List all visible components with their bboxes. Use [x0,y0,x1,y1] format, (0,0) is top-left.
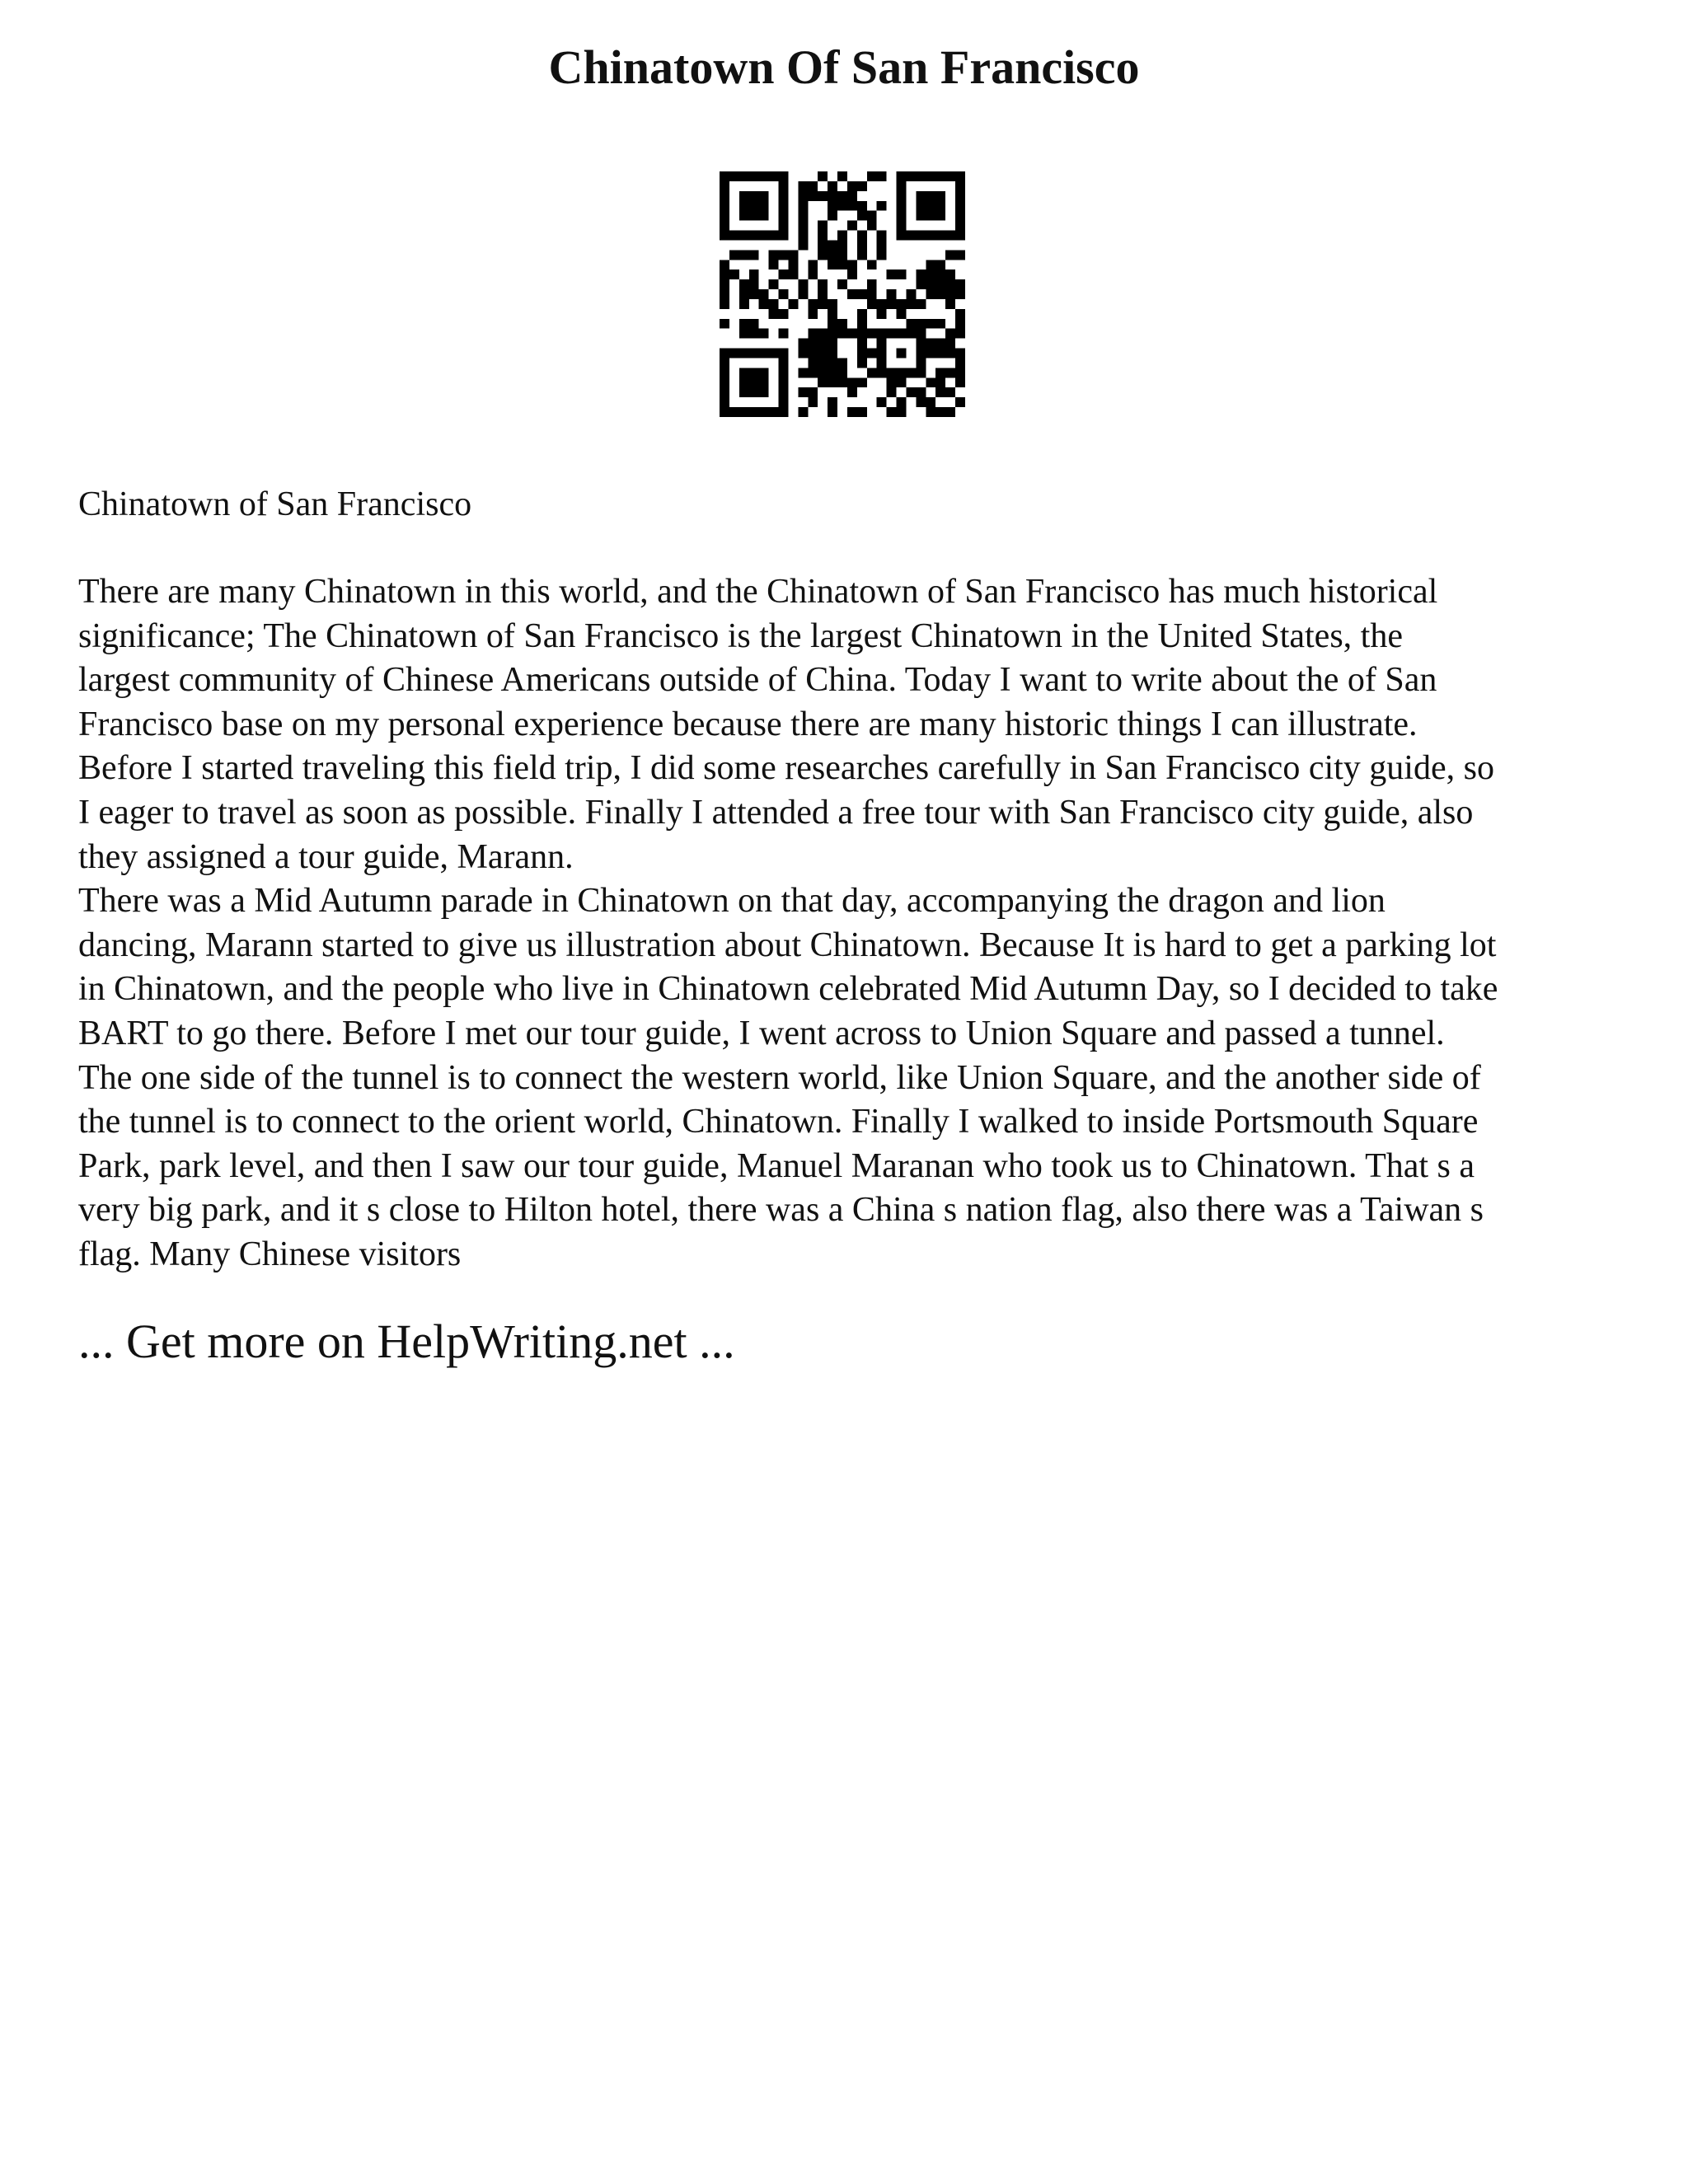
body-line: dancing, Marann started to give us illustration about Chinatown. Because It is hard to get a parking lot [78,926,1497,964]
body-line: in Chinatown, and the people who live in Chinatown celebrated Mid Autumn Day, so I decided to take [78,970,1498,1009]
body-line: very big park, and it s close to Hilton hotel, there was a China s nation flag, also there was a Taiwan s [78,1191,1484,1230]
qr-code-icon [720,171,965,417]
body-line: Francisco base on my personal experience because there are many historic things I can illustrate. [78,705,1418,743]
body-line: Before I started traveling this field trip, I did some researches carefully in San Francisco city guide, so [78,749,1494,788]
body-line: they assigned a tour guide, Marann. [78,837,574,876]
document-title: Chinatown Of San Francisco [548,40,1140,94]
body-line: There are many Chinatown in this world, and the Chinatown of San Francisco has much historical [78,573,1438,611]
get-more-link[interactable]: ... Get more on HelpWriting.net ... [78,1315,735,1368]
body-line: The one side of the tunnel is to connect the western world, like Union Square, and the another side of [78,1058,1481,1097]
body-line: I eager to travel as soon as possible. Finally I attended a free tour with San Francisco city guide, also [78,793,1474,832]
section-heading: Chinatown of San Francisco [78,485,472,523]
body-line: the tunnel is to connect to the orient world, Chinatown. Finally I walked to inside Portsmouth Square [78,1103,1479,1141]
body-line: BART to go there. Before I met our tour guide, I went across to Union Square and passed a tunnel. [78,1014,1445,1052]
body-line: significance; The Chinatown of San Francisco is the largest Chinatown in the United States, the [78,616,1403,655]
body-line: largest community of Chinese Americans outside of China. Today I want to write about the of San [78,661,1437,700]
body-line: There was a Mid Autumn parade in Chinatown on that day, accompanying the dragon and lion [78,882,1386,921]
body-line: flag. Many Chinese visitors [78,1235,462,1273]
body-line: Park, park level, and then I saw our tour guide, Manuel Maranan who took us to Chinatown. That s a [78,1146,1475,1185]
essay-body [78,570,1628,1277]
